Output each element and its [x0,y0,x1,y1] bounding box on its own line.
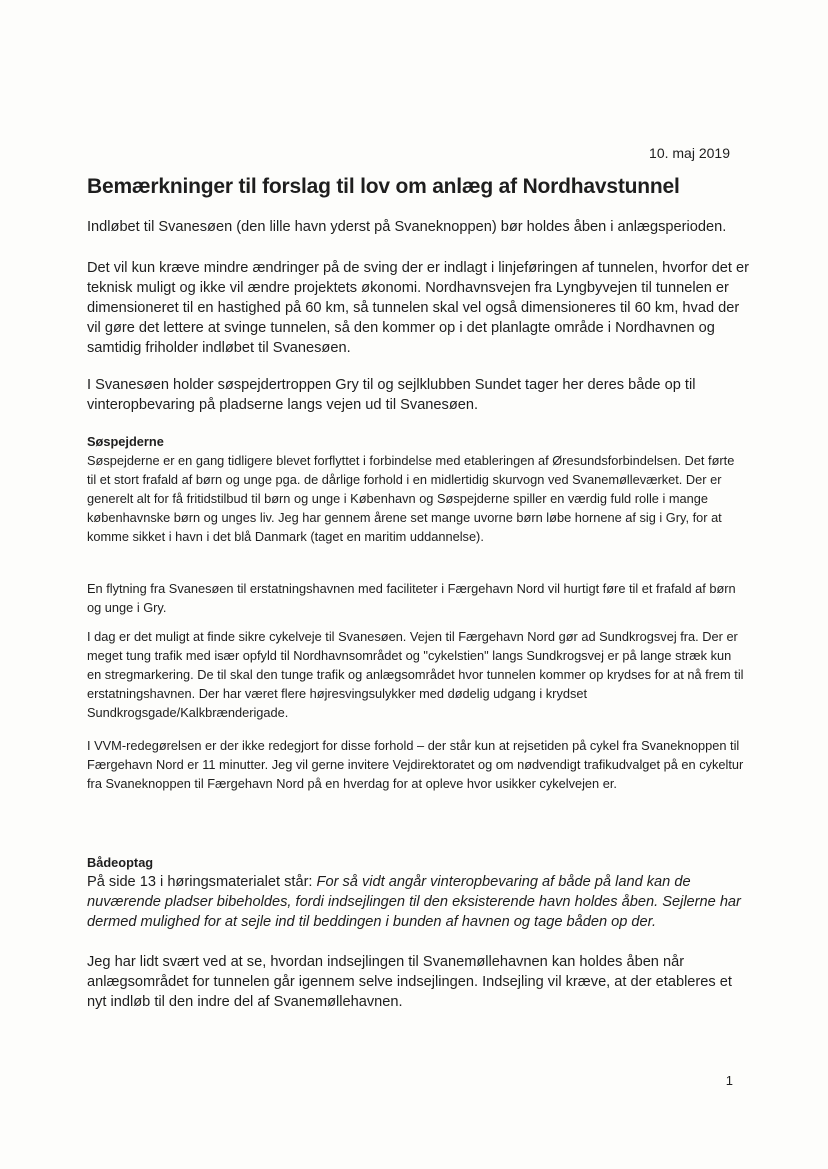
document-date: 10. maj 2019 [649,145,730,161]
paragraph-hearing-quote [87,872,742,932]
document-title: Bemærkninger til forslag til lov om anlæg af Nordhavstunnel [87,175,680,198]
paragraph-sospejderne-history: Søspejderne er en gang tidligere blevet forflyttet i forbindelse med etableringen af Øresundsforbindelsen. Det førte til et stort frafald af børn og unge pga. de dårlige forhold i en midlertidig skurvogn ved Svanemølleværket. Der er generelt alt for få fritidstilbud til børn og unge i København og Søspejderne spiller en værdig fuld rolle i mange københavnske børn og unges liv. Jeg har gennem årene set mange uvorne børn løbe hornene af sig i Gry, for at komme sikket i havn i det blå Danmark (taget en maritim uddannelse). [87,453,735,544]
section-heading-sospejderne: Søspejderne [87,434,164,449]
page-number: 1 [725,1073,733,1088]
section-heading-badeoptag: Bådeoptag [87,855,154,870]
paragraph-sailing-entry: Jeg har lidt svært ved at se, hvordan indsejlingen til Svanemøllehavnen kan holdes åben når anlægsområdet for tunnelen går igennem selve indsejlingen. Indsejling vil kræve, at der etableres et nyt indløb til den indre del af Svanemøllehavnen. [87,954,732,1010]
paragraph-cycle-routes: I dag er det muligt at finde sikre cykelveje til Svanesøen. Vejen til Færgehavn Nord gør ad Sundkrogsvej fra. Der er meget tung trafik med især opfyld til Nordhavnsområdet og "cykelstien" langs Sundkrogsvej er på lange stræk kun en stregmarkering. De til skal den tunge trafik og anlægsområdet hvor tunnelen kommer op krydses for at nå frem til erstatningshavnen. Der har været flere højresvingsulykker med dødelig udgang i krydset Sundkrogsgade/Kalkbrænderigade. [87,629,744,720]
paragraph-tunnel-design: Det vil kun kræve mindre ændringer på de sving der er indlagt i linjeføringen af tunnelen, hvorfor det er teknisk muligt og ikke vil ændre projektets økonomi. Nordhavnsvejen fra Lyngbyvejen til tunnelen er dimensioneret til en hastighed på 60 km, så tunnelen skal vel også dimensioneres til 60 km, hvad der vil gøre det lettere at svinge tunnelen, så den kommer op i det planlagte område i Nordhavnen og samtidig friholder indløbet til Svanesøen. [87,260,749,356]
paragraph-vvm-report: I VVM-redegørelsen er der ikke redegjort for disse forhold – der står kun at rejsetiden på cykel fra Svaneknoppen til Færgehavn Nord er 11 minutter. Jeg vil gerne invitere Vejdirektoratet og om nødvendigt trafikudvalget på en cykeltur fra Svaneknoppen til Færgehavn Nord på en hverdag for at opleve hvor usikker cykelvejen er. [87,738,744,791]
quoted-text: For så vidt angår vinteropbevaring af både på land kan de nuværende pladser bibeholdes, fordi indsejlingen til den eksisterende havn holdes åben. Sejlerne har dermed mulighed for at sejle ind til beddingen i bunden af havnen og tage båden op der. [87,874,741,930]
quote-intro: På side 13 i høringsmaterialet står: [87,874,317,890]
paragraph-svanesoen-users: I Svanesøen holder søspejdertroppen Gry til og sejlklubben Sundet tager her deres både op til vinteropbevaring på pladserne langs vejen ud til Svanesøen. [87,377,696,413]
paragraph-relocation-effect: En flytning fra Svanesøen til erstatningshavnen med faciliteter i Færgehavn Nord vil hurtigt føre til et frafald af børn og unge i Gry. [87,581,736,615]
intro-paragraph: Indløbet til Svanesøen (den lille havn yderst på Svaneknoppen) bør holdes åben i anlægsperioden. [87,219,727,235]
